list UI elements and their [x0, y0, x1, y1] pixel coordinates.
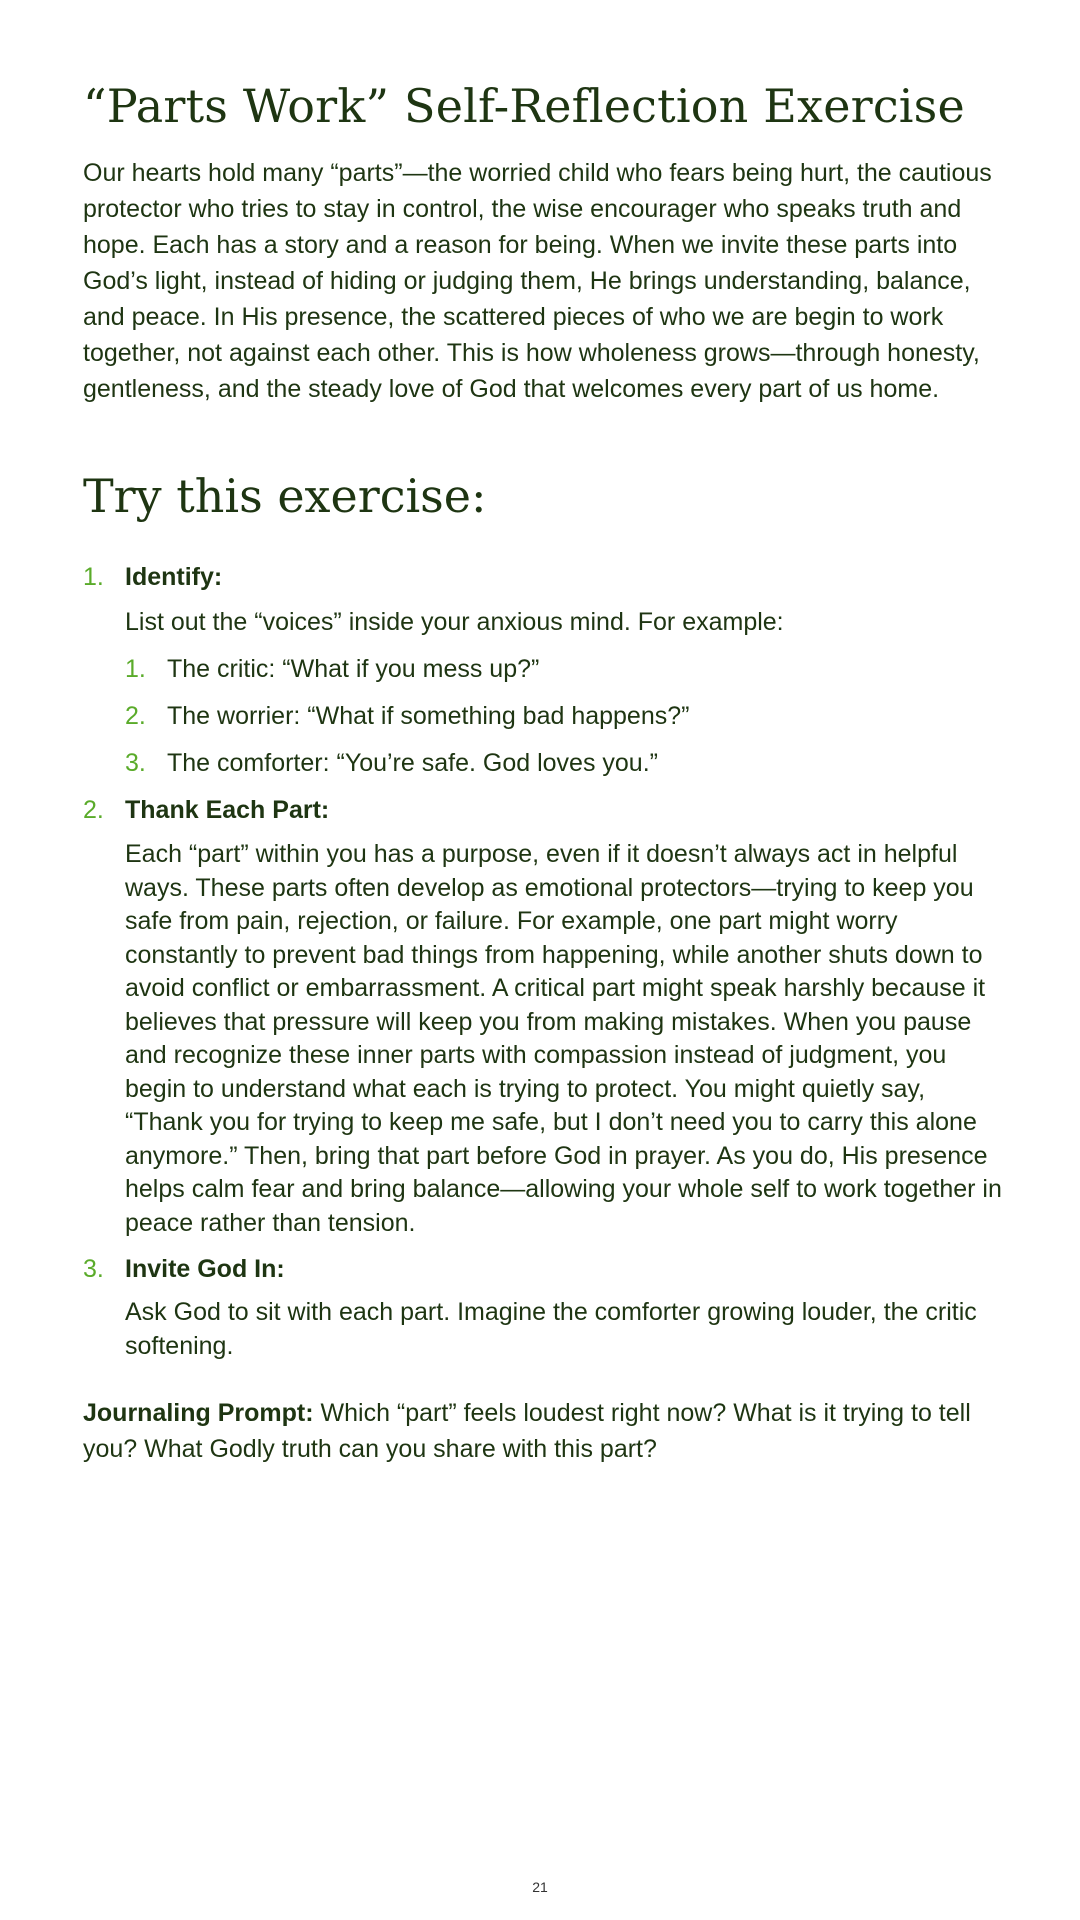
step-heading: Identify: [125, 563, 223, 591]
document-page [83, 0, 1003, 1920]
step-thank-each-part [83, 792, 1003, 1240]
step-body: List out the “voices” inside your anxious mind. For example: [125, 608, 784, 636]
voice-item-critic [125, 651, 1003, 687]
step-heading: Invite God In: [125, 1255, 285, 1283]
sub-step-text: The worrier: “What if something bad happens?” [167, 702, 690, 730]
journaling-prompt-text: Which “part” feels loudest right now? What is it trying to tell you? What Godly truth can you share with this part? [83, 1399, 971, 1463]
step-number: 1. [83, 563, 104, 591]
voices-list [125, 651, 1003, 781]
sub-step-text: The comforter: “You’re safe. God loves you.” [167, 749, 658, 777]
step-identify [83, 559, 1003, 781]
voice-item-comforter [125, 745, 1003, 781]
page-number: 21 [532, 1879, 548, 1895]
sub-step-number: 2. [125, 702, 146, 730]
step-invite-god-in [83, 1251, 1003, 1363]
exercise-steps-list [83, 559, 1003, 1363]
voice-item-worrier [125, 698, 1003, 734]
step-body: Ask God to sit with each part. Imagine the comforter growing louder, the critic softening. [125, 1298, 977, 1360]
journaling-prompt [83, 1395, 1003, 1467]
sub-step-text: The critic: “What if you mess up?” [167, 655, 540, 683]
page-title: “Parts Work” Self-Reflection Exercise [83, 79, 965, 133]
intro-paragraph: Our hearts hold many “parts”—the worried child who fears being hurt, the cautious protector who tries to stay in control, the wise encourager who speaks truth and hope. Each has a story and a reason for being. When we invite these parts into God’s light, instead of hiding or judging them, He brings understanding, balance, and peace. In His presence, the scattered pieces of who we are begin to work together, not against each other. This is how wholeness grows—through honesty, gentleness, and the steady love of God that welcomes every part of us home. [83, 159, 992, 403]
journaling-prompt-label: Journaling Prompt: [83, 1399, 314, 1427]
exercise-heading: Try this exercise: [83, 469, 487, 523]
step-number: 2. [83, 796, 104, 824]
step-body: Each “part” within you has a purpose, even if it doesn’t always act in helpful ways. These parts often develop as emotional protectors—trying to keep you safe from pain, rejection, or failure. For example, one part might worry constantly to prevent bad things from happening, while another shuts down to avoid conflict or embarrassment. A critical part might speak harshly because it believes that pressure will keep you from making mistakes. When you pause and recognize these inner parts with compassion instead of judgment, you begin to understand what each is trying to protect. You might quietly say, “Thank you for trying to keep me safe, but I don’t need you to carry this alone anymore.” Then, bring that part before God in prayer. As you do, His presence helps calm fear and bring balance—allowing your whole self to work together in peace rather than tension. [125, 840, 1002, 1237]
sub-step-number: 1. [125, 655, 146, 683]
step-heading: Thank Each Part: [125, 796, 330, 824]
step-number: 3. [83, 1255, 104, 1283]
sub-step-number: 3. [125, 749, 146, 777]
